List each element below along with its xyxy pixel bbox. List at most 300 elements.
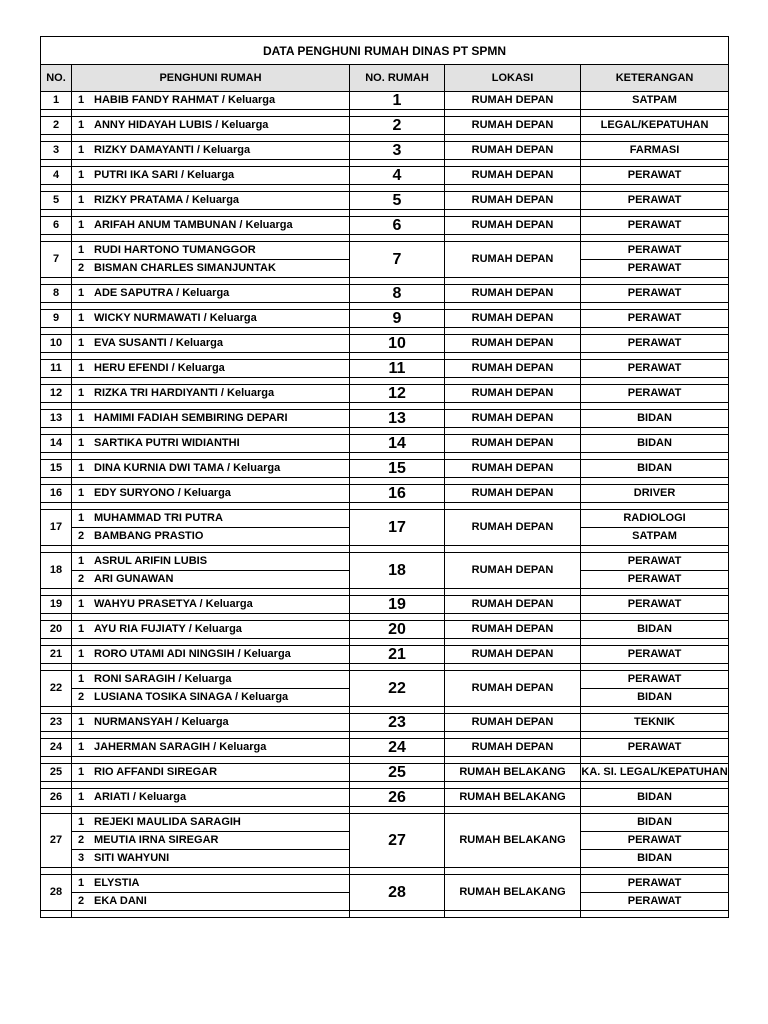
spacer-cell <box>350 807 445 814</box>
spacer-cell <box>581 664 729 671</box>
resident-cell <box>72 850 350 868</box>
spacer-cell <box>581 868 729 875</box>
spacer-cell <box>72 453 350 460</box>
resident-seq: 1 <box>78 412 85 424</box>
resident-seq: 3 <box>78 852 85 864</box>
table-row <box>41 671 729 689</box>
house-number: 19 <box>350 596 445 614</box>
house-location: RUMAH DEPAN <box>445 385 581 403</box>
spacer-cell <box>72 135 350 142</box>
house-no: 12 <box>41 385 72 403</box>
spacer-cell <box>41 403 72 410</box>
resident-seq: 2 <box>78 895 85 907</box>
spacer-cell <box>72 589 350 596</box>
spacer-cell <box>41 160 72 167</box>
resident-role: PERAWAT <box>581 385 729 403</box>
spacer-cell <box>72 328 350 335</box>
table-row <box>41 335 729 353</box>
resident-role: PERAWAT <box>581 571 729 589</box>
resident-seq: 1 <box>78 437 85 449</box>
house-location: RUMAH DEPAN <box>445 485 581 503</box>
header-cell-no-rumah <box>350 65 445 92</box>
resident-seq: 1 <box>78 362 85 374</box>
spacer-cell <box>445 353 581 360</box>
resident-seq: 1 <box>78 312 85 324</box>
table-title-cell <box>41 37 729 65</box>
spacer-cell <box>350 403 445 410</box>
spacer-cell <box>72 210 350 217</box>
house-location: RUMAH BELAKANG <box>445 789 581 807</box>
house-number: 23 <box>350 714 445 732</box>
spacer-cell <box>445 782 581 789</box>
spacer-cell <box>445 403 581 410</box>
house-location: RUMAH DEPAN <box>445 739 581 757</box>
spacer-row <box>41 185 729 192</box>
resident-cell <box>72 167 350 185</box>
spacer-row <box>41 210 729 217</box>
resident-name: RIZKY DAMAYANTI / Keluarga <box>94 144 251 156</box>
table-row <box>41 714 729 732</box>
resident-cell <box>72 217 350 235</box>
house-number: 8 <box>350 285 445 303</box>
spacer-cell <box>72 235 350 242</box>
resident-cell <box>72 92 350 110</box>
resident-name: HAMIMI FADIAH SEMBIRING DEPARI <box>94 412 288 424</box>
spacer-cell <box>41 757 72 764</box>
resident-seq: 1 <box>78 387 85 399</box>
spacer-cell <box>41 135 72 142</box>
header-penghuni: PENGHUNI RUMAH <box>159 71 262 84</box>
residents-table <box>40 36 729 918</box>
spacer-cell <box>581 453 729 460</box>
spacer-row <box>41 453 729 460</box>
house-no: 14 <box>41 435 72 453</box>
spacer-cell <box>72 110 350 117</box>
resident-seq: 1 <box>78 169 85 181</box>
resident-name: ASRUL ARIFIN LUBIS <box>94 555 208 567</box>
spacer-cell <box>41 185 72 192</box>
house-number: 20 <box>350 621 445 639</box>
spacer-cell <box>350 639 445 646</box>
spacer-row <box>41 757 729 764</box>
resident-role: TEKNIK <box>581 714 729 732</box>
resident-cell <box>72 671 350 689</box>
resident-seq: 1 <box>78 94 85 106</box>
house-no: 1 <box>41 92 72 110</box>
resident-role: RADIOLOGI <box>581 510 729 528</box>
spacer-cell <box>581 807 729 814</box>
spacer-row <box>41 110 729 117</box>
header-row <box>41 65 729 92</box>
spacer-row <box>41 664 729 671</box>
spacer-cell <box>41 589 72 596</box>
spacer-cell <box>350 110 445 117</box>
spacer-cell <box>41 453 72 460</box>
house-location: RUMAH DEPAN <box>445 553 581 589</box>
resident-name: ARIFAH ANUM TAMBUNAN / Keluarga <box>94 219 293 231</box>
spacer-cell <box>581 732 729 739</box>
spacer-cell <box>72 911 350 918</box>
resident-name: WAHYU PRASETYA / Keluarga <box>94 598 253 610</box>
spacer-cell <box>41 807 72 814</box>
spacer-cell <box>350 160 445 167</box>
resident-cell <box>72 875 350 893</box>
header-cell-keterangan <box>581 65 729 92</box>
spacer-row <box>41 303 729 310</box>
spacer-cell <box>581 782 729 789</box>
spacer-row <box>41 782 729 789</box>
resident-name: JAHERMAN SARAGIH / Keluarga <box>94 741 267 753</box>
house-no: 17 <box>41 510 72 546</box>
spacer-row <box>41 503 729 510</box>
spacer-cell <box>350 732 445 739</box>
resident-cell <box>72 571 350 589</box>
house-location: RUMAH DEPAN <box>445 360 581 378</box>
spacer-cell <box>72 303 350 310</box>
spacer-cell <box>350 210 445 217</box>
resident-name: SITI WAHYUNI <box>94 852 170 864</box>
house-number: 3 <box>350 142 445 160</box>
table-row <box>41 360 729 378</box>
resident-seq: 2 <box>78 530 85 542</box>
resident-name: BISMAN CHARLES SIMANJUNTAK <box>94 262 276 274</box>
house-location: RUMAH DEPAN <box>445 596 581 614</box>
resident-seq: 1 <box>78 716 85 728</box>
spacer-cell <box>581 210 729 217</box>
house-no: 25 <box>41 764 72 782</box>
house-location: RUMAH DEPAN <box>445 242 581 278</box>
spacer-cell <box>445 503 581 510</box>
spacer-cell <box>350 707 445 714</box>
house-no: 22 <box>41 671 72 707</box>
header-keterangan: KETERANGAN <box>615 71 694 84</box>
spacer-cell <box>41 664 72 671</box>
resident-cell <box>72 789 350 807</box>
spacer-cell <box>41 639 72 646</box>
resident-role: FARMASI <box>581 142 729 160</box>
spacer-cell <box>72 378 350 385</box>
spacer-cell <box>445 478 581 485</box>
resident-name: NURMANSYAH / Keluarga <box>94 716 229 728</box>
spacer-cell <box>350 135 445 142</box>
resident-cell <box>72 385 350 403</box>
house-no: 15 <box>41 460 72 478</box>
house-number: 13 <box>350 410 445 428</box>
resident-cell <box>72 510 350 528</box>
house-number: 1 <box>350 92 445 110</box>
house-number: 7 <box>350 242 445 278</box>
spacer-cell <box>350 353 445 360</box>
table-row <box>41 285 729 303</box>
spacer-cell <box>350 664 445 671</box>
spacer-cell <box>581 478 729 485</box>
spacer-row <box>41 160 729 167</box>
house-number: 22 <box>350 671 445 707</box>
spacer-cell <box>350 303 445 310</box>
header-lokasi: LOKASI <box>491 71 534 84</box>
table-row <box>41 789 729 807</box>
house-number: 16 <box>350 485 445 503</box>
spacer-cell <box>72 403 350 410</box>
resident-cell <box>72 360 350 378</box>
header-cell-lokasi <box>445 65 581 92</box>
resident-role: BIDAN <box>581 435 729 453</box>
spacer-cell <box>581 185 729 192</box>
spacer-row <box>41 478 729 485</box>
spacer-cell <box>350 185 445 192</box>
spacer-cell <box>72 707 350 714</box>
spacer-cell <box>445 911 581 918</box>
spacer-cell <box>41 378 72 385</box>
spacer-cell <box>581 639 729 646</box>
resident-role: PERAWAT <box>581 671 729 689</box>
resident-cell <box>72 689 350 707</box>
resident-seq: 1 <box>78 337 85 349</box>
spacer-cell <box>581 614 729 621</box>
spacer-row <box>41 868 729 875</box>
resident-seq: 1 <box>78 598 85 610</box>
spacer-cell <box>581 428 729 435</box>
table-row <box>41 510 729 528</box>
resident-role: PERAWAT <box>581 310 729 328</box>
spacer-cell <box>350 782 445 789</box>
spacer-row <box>41 546 729 553</box>
spacer-cell <box>72 428 350 435</box>
spacer-cell <box>41 303 72 310</box>
spacer-row <box>41 378 729 385</box>
resident-role: PERAWAT <box>581 893 729 911</box>
spacer-cell <box>41 546 72 553</box>
spacer-cell <box>41 732 72 739</box>
house-no: 21 <box>41 646 72 664</box>
resident-name: LUSIANA TOSIKA SINAGA / Keluarga <box>94 691 289 703</box>
spacer-cell <box>445 185 581 192</box>
table-row <box>41 117 729 135</box>
spacer-cell <box>350 546 445 553</box>
resident-seq: 1 <box>78 512 85 524</box>
spacer-row <box>41 911 729 918</box>
spacer-cell <box>445 757 581 764</box>
resident-seq: 1 <box>78 766 85 778</box>
spacer-cell <box>72 353 350 360</box>
resident-role: BIDAN <box>581 814 729 832</box>
resident-seq: 1 <box>78 741 85 753</box>
resident-role: PERAWAT <box>581 596 729 614</box>
house-number: 24 <box>350 739 445 757</box>
spacer-cell <box>41 707 72 714</box>
spacer-cell <box>41 503 72 510</box>
resident-cell <box>72 553 350 571</box>
resident-role: PERAWAT <box>581 192 729 210</box>
house-no: 3 <box>41 142 72 160</box>
house-no: 2 <box>41 117 72 135</box>
table-row <box>41 385 729 403</box>
spacer-cell <box>72 160 350 167</box>
spacer-cell <box>581 546 729 553</box>
spacer-row <box>41 403 729 410</box>
table-row <box>41 621 729 639</box>
spacer-cell <box>41 353 72 360</box>
resident-seq: 1 <box>78 816 85 828</box>
resident-seq: 2 <box>78 262 85 274</box>
resident-seq: 2 <box>78 834 85 846</box>
resident-role: LEGAL/KEPATUHAN <box>581 117 729 135</box>
table-row <box>41 192 729 210</box>
spacer-cell <box>72 185 350 192</box>
resident-cell <box>72 893 350 911</box>
spacer-cell <box>41 328 72 335</box>
spacer-cell <box>350 478 445 485</box>
spacer-row <box>41 135 729 142</box>
spacer-row <box>41 328 729 335</box>
resident-role: PERAWAT <box>581 739 729 757</box>
table-row <box>41 764 729 782</box>
resident-cell <box>72 621 350 639</box>
house-number: 15 <box>350 460 445 478</box>
table-row <box>41 485 729 503</box>
spacer-cell <box>41 911 72 918</box>
house-location: RUMAH DEPAN <box>445 671 581 707</box>
resident-name: AYU RIA FUJIATY / Keluarga <box>94 623 242 635</box>
house-no: 27 <box>41 814 72 868</box>
house-location: RUMAH DEPAN <box>445 714 581 732</box>
spacer-cell <box>581 235 729 242</box>
house-number: 21 <box>350 646 445 664</box>
spacer-row <box>41 278 729 285</box>
house-number: 14 <box>350 435 445 453</box>
spacer-row <box>41 235 729 242</box>
house-location: RUMAH DEPAN <box>445 217 581 235</box>
resident-name: SARTIKA PUTRI WIDIANTHI <box>94 437 240 449</box>
resident-seq: 1 <box>78 219 85 231</box>
resident-name: RONI SARAGIH / Keluarga <box>94 673 232 685</box>
resident-role: KA. SI. LEGAL/KEPATUHAN <box>581 764 729 782</box>
table-row <box>41 460 729 478</box>
resident-role: PERAWAT <box>581 553 729 571</box>
spacer-cell <box>350 453 445 460</box>
resident-name: RIZKY PRATAMA / Keluarga <box>94 194 240 206</box>
house-number: 9 <box>350 310 445 328</box>
spacer-cell <box>581 503 729 510</box>
spacer-cell <box>350 911 445 918</box>
house-number: 12 <box>350 385 445 403</box>
house-no: 26 <box>41 789 72 807</box>
house-number: 5 <box>350 192 445 210</box>
spacer-cell <box>41 235 72 242</box>
resident-seq: 1 <box>78 673 85 685</box>
resident-name: REJEKI MAULIDA SARAGIH <box>94 816 241 828</box>
spacer-cell <box>72 639 350 646</box>
spacer-cell <box>445 135 581 142</box>
house-no: 4 <box>41 167 72 185</box>
resident-role: DRIVER <box>581 485 729 503</box>
spacer-cell <box>72 478 350 485</box>
spacer-cell <box>445 210 581 217</box>
house-no: 19 <box>41 596 72 614</box>
header-no-rumah: NO. RUMAH <box>365 71 429 84</box>
house-no: 24 <box>41 739 72 757</box>
spacer-cell <box>72 278 350 285</box>
resident-name: RIZKA TRI HARDIYANTI / Keluarga <box>94 387 275 399</box>
house-number: 11 <box>350 360 445 378</box>
spacer-cell <box>581 707 729 714</box>
resident-role: PERAWAT <box>581 646 729 664</box>
spacer-row <box>41 732 729 739</box>
spacer-cell <box>581 911 729 918</box>
spacer-cell <box>72 614 350 621</box>
spacer-cell <box>350 378 445 385</box>
spacer-cell <box>72 868 350 875</box>
house-no: 16 <box>41 485 72 503</box>
resident-role: PERAWAT <box>581 242 729 260</box>
resident-role: BIDAN <box>581 850 729 868</box>
spacer-cell <box>350 757 445 764</box>
house-location: RUMAH DEPAN <box>445 285 581 303</box>
house-location: RUMAH DEPAN <box>445 646 581 664</box>
spacer-row <box>41 353 729 360</box>
house-location: RUMAH BELAKANG <box>445 764 581 782</box>
spacer-cell <box>72 782 350 789</box>
spacer-cell <box>445 160 581 167</box>
house-number: 10 <box>350 335 445 353</box>
resident-cell <box>72 242 350 260</box>
house-location: RUMAH DEPAN <box>445 92 581 110</box>
resident-name: MEUTIA IRNA SIREGAR <box>94 834 219 846</box>
spacer-row <box>41 807 729 814</box>
spacer-cell <box>350 235 445 242</box>
resident-name: EVA SUSANTI / Keluarga <box>94 337 223 349</box>
spacer-cell <box>581 278 729 285</box>
resident-name: ELYSTIA <box>94 877 140 889</box>
spacer-cell <box>581 328 729 335</box>
spacer-cell <box>41 278 72 285</box>
spacer-cell <box>581 378 729 385</box>
resident-seq: 1 <box>78 287 85 299</box>
table-row <box>41 167 729 185</box>
residents-table-body <box>41 37 729 918</box>
resident-cell <box>72 596 350 614</box>
spacer-cell <box>350 614 445 621</box>
house-no: 28 <box>41 875 72 911</box>
resident-role: PERAWAT <box>581 167 729 185</box>
table-row <box>41 596 729 614</box>
spacer-cell <box>72 807 350 814</box>
table-row <box>41 553 729 571</box>
spacer-cell <box>445 707 581 714</box>
resident-cell <box>72 528 350 546</box>
resident-name: PUTRI IKA SARI / Keluarga <box>94 169 235 181</box>
house-location: RUMAH BELAKANG <box>445 814 581 868</box>
house-number: 27 <box>350 814 445 868</box>
spacer-cell <box>350 428 445 435</box>
house-number: 4 <box>350 167 445 185</box>
resident-cell <box>72 832 350 850</box>
resident-seq: 1 <box>78 623 85 635</box>
house-no: 23 <box>41 714 72 732</box>
resident-cell <box>72 764 350 782</box>
spacer-cell <box>72 664 350 671</box>
resident-seq: 1 <box>78 144 85 156</box>
table-row <box>41 410 729 428</box>
resident-cell <box>72 410 350 428</box>
resident-role: PERAWAT <box>581 832 729 850</box>
house-no: 10 <box>41 335 72 353</box>
resident-name: ARI GUNAWAN <box>94 573 174 585</box>
spacer-cell <box>445 546 581 553</box>
spacer-cell <box>445 807 581 814</box>
resident-name: EDY SURYONO / Keluarga <box>94 487 231 499</box>
table-row <box>41 142 729 160</box>
